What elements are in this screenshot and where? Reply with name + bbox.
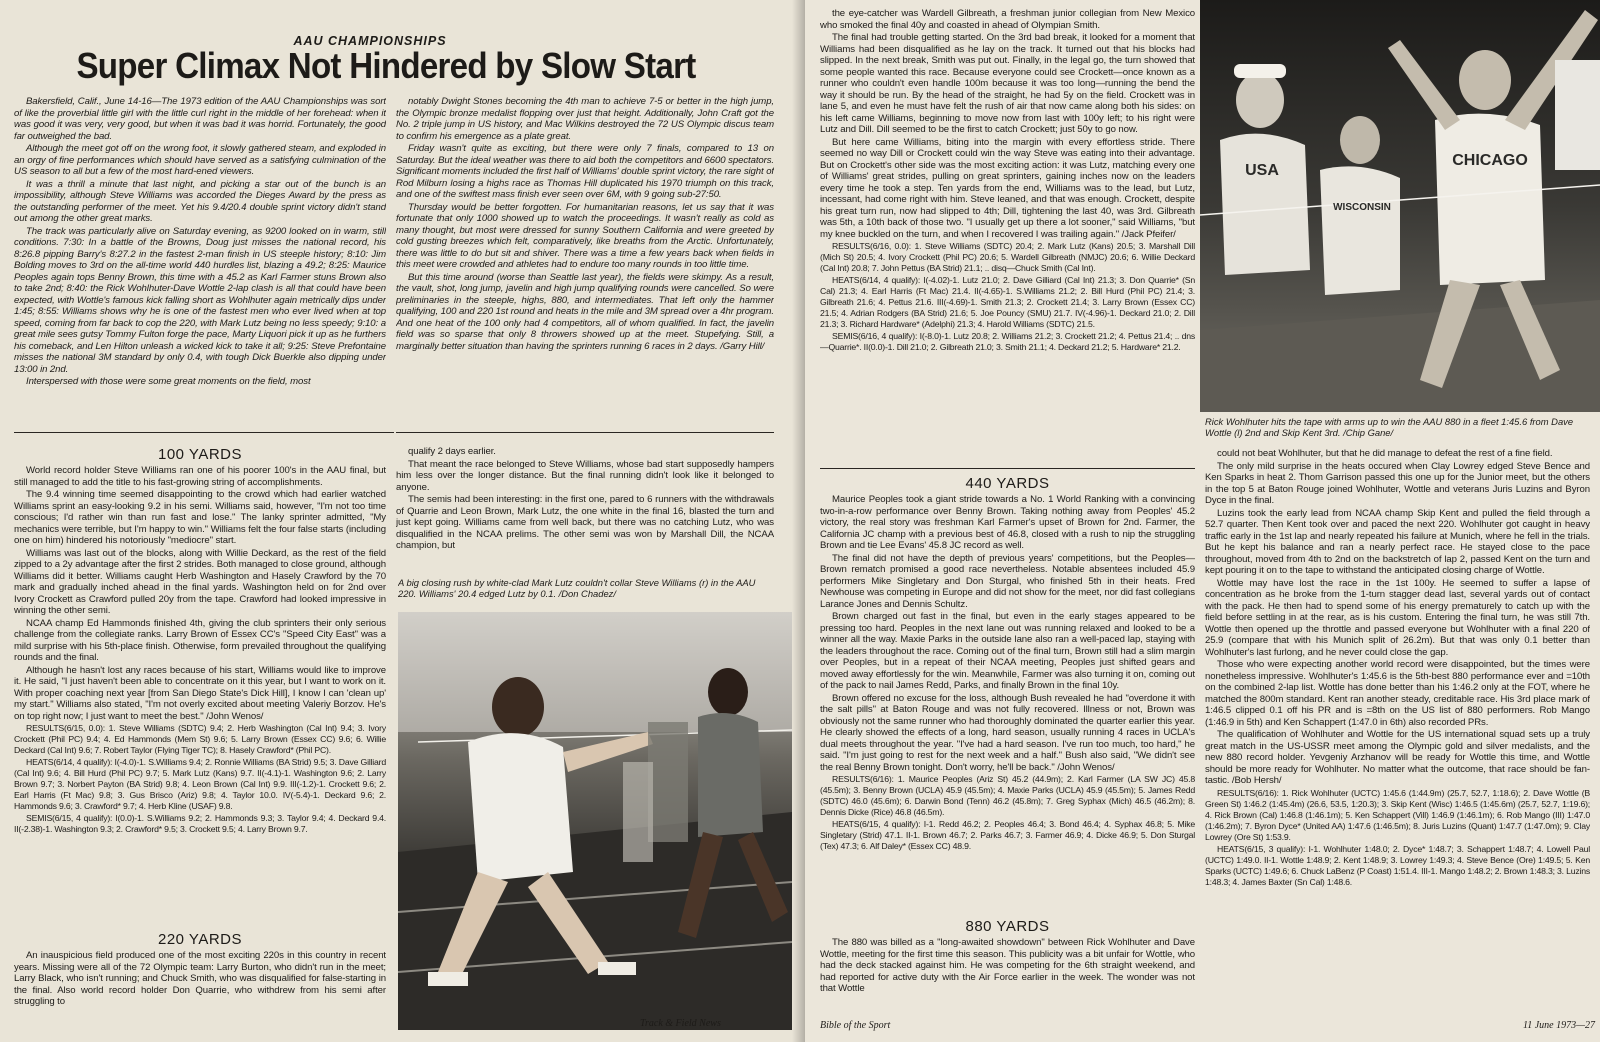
story-220-paragraph: But here came Williams, biting into the margin with every effortless stride. There seemed no way Dill or Crockett could win the way Steve was eating into their advantage. But on Crockett's other side was the most exciting action: it was Lutz, matching every one of Williams' great strides, pulling on great sprinters, gaining inches now on the leaders every time he took a step. Ten yards from the end, Williams was to the lead, but Lutz, incessant, had come right with him. Steve leaned, and that was enough. Crockett, despite his great turn run, now had slipped to 4th; Dill, tightening the last 40, was 3rd. Gilbreath was 5th, a 10th back of those two. "I usually get up there a lot sooner," said Williams, "but my knee buckled on the turn, and when I recovered I was trailing again." /Jack Pfeifer/ bbox=[820, 136, 1195, 240]
story-880-paragraph: could not beat Wohlhuter, but that he did manage to defeat the rest of a fine field. bbox=[1217, 448, 1553, 459]
column-220-yards-cont bbox=[396, 446, 774, 572]
story-220-paragraph: An inauspicious field produced one of the most exciting 220s in this country in recent years. Missing were all of the 72 Olympic team: Larry Burton, who didn't run in the meet; Larry Black, who isn't running; and Chuck Smith, who was disqualified for false-starting in the final. Also world record holder Don Quarrie, who withdrew from his semi after struggling to bbox=[14, 950, 386, 1007]
story-220-results: RESULTS(6/16, 0.0): 1. Steve Williams (SDTC) 20.4; 2. Mark Lutz (Kans) 20.5; 3. Marshall Dill (Mich St) 20.5; 4. Ivory Crockett (Phil PC) 20.6; 5. Wardell Gilbreath (NMJC) 20.6; 6. Willie Deckard (Cal Int) 20.8; 7. John Pettus (BA Strid) 21.1; .. disq—Chuck Smith (Cal Int). bbox=[820, 241, 1195, 273]
photo-220-finish bbox=[398, 612, 792, 1030]
intro-paragraph: Although the meet got off on the wrong foot, it slowly gathered steam, and exploded in an orgy of fine performances which should have served as a satisfying culmination of the US season to all but a few of the most hard-ened viewers. bbox=[14, 143, 386, 177]
story-440-results: HEATS(6/15, 4 qualify): I-1. Redd 46.2; 2. Peoples 46.4; 3. Bond 46.4; 4. Syphax 46.8; 5. Mike Singletary (Strid) 47.1. II-1. Brown 46.7; 2. Parks 46.7; 3. Farmer 46.9; 4. Dicke 46.9; 5. Don Sturgal (Tex) 47.3; 6. Alf Daley* (Essex CC) 48.9. bbox=[820, 819, 1195, 851]
intro-column-right bbox=[396, 96, 774, 426]
story-100-results: SEMIS(6/15, 4 qualify): I(0.0)-1. S.Williams 9.2; 2. Hammonds 9.3; 3. Taylor 9.4; 4. Deckard 9.4. II(-2.38)-1. Washington 9.3; 2. Crawford* 9.5; 3. Crockett 9.5; 4. Larry Brown 9.7. bbox=[14, 813, 386, 834]
story-220-paragraph: The semis had been interesting: in the first one, pared to 6 runners with the withdrawals of Quarrie and Leon Brown, Mark Lutz, the one white in the final 16, blasted the turn and just kept going. Williams came from well back, but there was no catching Lutz, who was disqualified in the NCAA prelims. The other semi was won by Marshall Dill, the NCAA champion, but bbox=[396, 494, 774, 551]
photo-880-finish bbox=[1200, 0, 1600, 412]
intro-paragraph: The track was particularly alive on Saturday evening, as 9200 looked on in warm, still conditions. 7:30: In a battle of the Browns, Doug just misses the national record, his 8:26.8 pipping Barry's 8:27.2 in the fastest 2-man finish in US steeple history; 8:10: Jim Bolding moves to 3rd on the all-time world 440 hurdles list, blazing a 49.2; 8:25: Maurice Peoples again tops Benny Brown, this time with a 45.2 as Karl Farmer stuns Brown also to take 2nd; 8:40: the Rick Wohlhuter-Dave Wottle 2-lap clash is all that could have been expected, with Wottle's famous kick falling short as Wohlhuter again metrically dips under 1:45; 8:55: Williams shows why he is one of the fastest men who ever lived when at top speed, coming from far back to cop the 220, with Mark Lutz being no less speedy; 9:10: a great mile sees gutsy Tommy Fulton forge the pace, Marty Liquori pick it up as he furthers his comeback, and Len Hilton unleash a wicked kick to take it all; 9:25: Steve Prefontaine misses the national 3M standard by only 0.4, with tough Dick Buerkle also dipping under 13:00 in 2nd. bbox=[14, 225, 386, 375]
story-440-paragraph: Maurice Peoples took a giant stride towards a No. 1 World Ranking with a convincing two-in-a-row performance over Benny Brown. Taking nothing away from Peoples' 45.2 victory, the real story was freshman Karl Farmer's upset of Brown for 2nd. Farmer, the California JC champ with a previous best of 46.8, closed with a rush to nip the struggling Brown and tie Lee Evans' 45.8 JC record as well. bbox=[820, 494, 1195, 551]
heading-220-yards: 220 YARDS bbox=[158, 931, 242, 948]
jersey-usa-text: USA bbox=[1245, 162, 1279, 179]
column-440-yards bbox=[820, 494, 1195, 914]
footer-tagline: Bible of the Sport bbox=[820, 1020, 891, 1031]
story-220-paragraph: qualify 2 days earlier. bbox=[408, 446, 496, 457]
story-220-paragraph: That meant the race belonged to Steve Williams, whose bad start supposedly hampers him less over the longer distance. But the final running didn't look like it belonged to anyone. bbox=[396, 458, 774, 493]
story-880-paragraph: The only mild surprise in the heats occured when Clay Lowrey edged Steve Bence and Ken Sparks in heat 2. Thom Garrison passed this one up for the Junior meet, but the others in the top 5 at Baton Rouge joined Wohlhuter, Wottle and veterans Juris Luzins and Byron Dyce in the final. bbox=[1205, 460, 1590, 506]
story-440-results: RESULTS(6/16): 1. Maurice Peoples (Ariz St) 45.2 (44.9m); 2. Karl Farmer (LA SW JC) 45.8 (45.5m); 3. Benny Brown (UCLA) 45.9 (45.5m); 4. Maxie Parks (UCLA) 45.9 (45.5m); 5. James Redd (SDTC) 46.0 (45.6m); 6. Darwin Bond (Tenn) 46.2 (45.8m); 7. Greg Syphax (Mich) 46.5 (46.2m); 8. Dennis Dicke (Rice) 46.8 (46.5m). bbox=[820, 774, 1195, 817]
story-220-paragraph: the eye-catcher was Wardell Gilbreath, a freshman junior collegian from New Mexico who smoked the final 40y and coasted in ahead of Olympian Smith. bbox=[820, 8, 1195, 31]
column-880-yards-cont bbox=[1205, 448, 1590, 1018]
kicker: AAU CHAMPIONSHIPS bbox=[293, 34, 447, 48]
story-440-paragraph: Brown offered no excuse for the loss, although Bush revealed he had "overdone it with the salt pills" at Baton Rouge and was not fully recovered. Illness or not, Brown was obviously not the same runner who had thoroughly dominated the quarter earlier this year. He clearly showed the effects of a long, hard season, usually running 4 races in UCLA's dual meets throughout the year. "I've had a hard season. I've run too much, too hard," he said. "I'm just going to rest for the next week and a half." Bush also said, "We didn't see the real Benny Brown tonight. Don't worry, he'll be back." /John Wenos/ bbox=[820, 692, 1195, 773]
story-100-paragraph: Williams was last out of the blocks, along with Willie Deckard, as the rest of the field zipped to a 2y advantage after the first 2 strides. Both managed to close ground, although Williams did it better. Williams caught Herb Washington and Hasely Crawford by the 70 mark and gradually inched ahead in the final yards. Washington held on for 2nd over Ivory Crockett as Crawford pulled 20y from the tape. Crawford had looked impressive in winning the other semi. bbox=[14, 547, 386, 616]
column-220-yards-final bbox=[820, 8, 1195, 466]
intro-paragraph: Thursday would be better forgotten. For humanitarian reasons, let us say that it was fortunate that only 1000 showed up to watch the proceedings. It wasn't really as cold as many thought, but most were dressed for sunny Southern California and were greeted by cold gusting breezes which felt, comparatively, like breaths from the Arctic. Unfortunately, there was little to do but sit and shiver. There was a time a few years back when fields in this meet were crowded and athletes had to endure too many rounds in too little time. bbox=[396, 201, 774, 270]
intro-paragraph: notably Dwight Stones becoming the 4th man to achieve 7-5 or better in the high jump, the Olympic bronze medalist flopping over just that height. Additionally, John Craft got the No. 2 triple jump in US history, and Mac Wilkins destroyed the 72 US Olympic discus team to confirm his emergence as a plate great. bbox=[396, 96, 774, 142]
section-rule bbox=[14, 432, 394, 433]
story-880-paragraph: The qualification of Wohlhuter and Wottle for the US international squad sets up a truly great match in the US-USSR meet among the Olympic gold and silver medalists, and the new 880 record holder. Yevgeniy Arzhanov will be ready for Wottle this time, and Wottle should be more ready for Wohlhuter. No matter what the outcome, that race should be fan-tastic. /Bob Hersh/ bbox=[1205, 729, 1590, 786]
footer-magazine-name: Track & Field News bbox=[640, 1018, 721, 1029]
jersey-chicago-text: CHICAGO bbox=[1452, 152, 1528, 169]
intro-paragraph: Interspersed with those were some great moments on the field, most bbox=[26, 376, 311, 387]
intro-paragraph: Friday wasn't quite as exciting, but there were only 7 finals, compared to 13 on Saturday. But the ideal weather was there to aid both the competitors and 6600 spectators. Significant moments included the first half of Williams' double sprint victory, the rare sight of Rod Milburn losing a highs race as Thomas Hill duplicated his 1970 triumph on this track, and one of the swiftest mass finish ever seen over 6M, with 9 going sub-27:50. bbox=[396, 143, 774, 200]
story-440-paragraph: Brown charged out fast in the final, but even in the early stages appeared to be pressing too hard. Peoples in the next lane out was running relaxed and looked to be a winner all the way. Maxie Parks in the outside lane also ran a well-paced lap, staying with the leaders throughout the race. Coming out of the final turn, Brown still had a slim margin over Peoples, but in a repeat of their NCAA meeting, Peoples just shifted gears and moved away effortlessly for the win. Meanwhile, Farmer was also turning it on, coming out of the pack to nail James Redd, Parks, and finally Brown in the final 10y. bbox=[820, 611, 1195, 691]
half-mile-finish-photo bbox=[1200, 0, 1600, 412]
section-rule bbox=[396, 432, 774, 433]
intro-paragraph: It was a thrill a minute that last night, and picking a star out of the bunch is an impossibility, although Steve Williams was accorded the Dieges Award by the press as the outstanding performer of the meet. Yet his 9.4/20.4 double sprint victory didn't stand out among the other great marks. bbox=[14, 178, 386, 224]
story-220-results: HEATS(6/14, 4 qualify): I(-4.02)-1. Lutz 21.0; 2. Dave Gilliard (Cal Int) 21.3; 3. Don Quarrie* (Sn Cal) 21.3; 4. Earl Harris (Ft Mac) 21.4. II(-4.65)-1. S.Williams 21.2; 2. Bill Hurd (Phil PC) 21.4; 3. Gilbreath 21.6; 4. Pettus 21.6. III(-4.69)-1. Smith 21.3; 2. Crockett 21.4; 3. Larry Brown (Essex CC) 21.5; 4. Adrian Rodgers (BA Strid) 21.6; 5. Joe Pouncy (SMU) 21.7. IV(-4.96)-1. Deckard 21.0; 2. Dill 21.3; 3. Richard Hardware* (Adelphi) 21.3; 4. Harold Williams (SDTC) 21.5. bbox=[820, 275, 1195, 329]
section-rule bbox=[820, 468, 1195, 469]
intro-paragraph: But this time around (worse than Seattle last year), the fields were skimpy. As a result, the vault, shot, long jump, javelin and high jump qualifying rounds were cancelled. So were preliminaries in the steeple, highs, 880, and intermediates. That left only the hammer qualifying, 100 and 220 1st round and heats in the mile and 3M spread over a 4hr program. And one heat of the 100 only had 4 competitors, all of whom qualified. In fact, the javelin field was so sparse that only 8 throwers showed up at the meet. Stupefying. Still, a marginally better situation than having the sprinters running 6 races in 2 days. /Garry Hill/ bbox=[396, 271, 774, 352]
sprint-finish-photo bbox=[398, 612, 792, 1030]
heading-880-yards: 880 YARDS bbox=[965, 918, 1050, 935]
column-880-yards-start bbox=[820, 937, 1195, 1017]
story-220-paragraph: The final had trouble getting started. On the 3rd bad break, it looked for a moment that Williams had been disqualified as he lay on the track. It turned out that his blocks had slipped. In the next break, Smith was put out. Finally, in the legal go, the turn showed that some people wanted this race. Because everyone could see Crockett—once known as a runner who couldn't even handle 100m because it was too long—running the bend the way it should be run. By the head of the straight, he had 5y on the field. Crockett was in lane 5, and even he must have felt the rush of air that now came along both his sides: on his left came Williams, beginning to move now from last with 100y left; to his right were Lutz and Dill. Dill seemed to be the first to catch Crockett; just 50y to go now. bbox=[820, 32, 1195, 135]
column-220-yards-start bbox=[14, 950, 386, 1020]
page-title: Super Climax Not Hindered by Slow Start bbox=[76, 45, 696, 86]
story-880-paragraph: The 880 was billed as a "long-awaited showdown" between Rick Wohlhuter and Dave Wottle, meeting for the first time this season. This publicity was a bit unfair for Wottle, who had the deck stacked against him. He was competing for the 6th straight weekend, and had reported for active duty with the Air Force earlier in the week. The wonder was not that Wottle bbox=[820, 937, 1195, 994]
story-880-results: HEATS(6/15, 3 qualify): I-1. Wohlhuter 1:48.0; 2. Dyce* 1:48.7; 3. Schappert 1:48.7; 4. Lowell Paul (UCTC) 1:49.0. II-1. Wottle 1:48.9; 2. Kent 1:48.9; 3. Lowrey 1:49.3; 4. Steve Bence (Ore) 1:49.5; 5. Ken Sparks (UCTC) 1:49.6; 6. Chuck LaBenz (P Coast) 1:51.4. III-1. Mango 1:48.2; 2. Brown 1:48.3; 3. Luzins 1:48.3; 4. James Baxter (Sn Cal) 1:48.6. bbox=[1205, 843, 1590, 887]
story-880-paragraph: Luzins took the early lead from NCAA champ Skip Kent and pulled the field through a 52.7 quarter. Then Kent took over and paced the next 220. Wohlhuter got caught in heavy traffic early in the 1st lap and nearly repeated his failure at Munich, where he fell in the trials. But he kept his balance and ran a nearly perfect race. He stayed close to the pace throughout, moved from 4th to 2nd on the backstretch of lap 2, passed Kent on the turn and kept pouring it on to the tape to withstand the anticipated closing charge of Wottle. bbox=[1205, 507, 1590, 576]
story-100-paragraph: World record holder Steve Williams ran one of his poorer 100's in the AAU final, but still managed to add the title to his fast-growing string of accomplishments. bbox=[14, 465, 386, 488]
right-page bbox=[805, 0, 1600, 1042]
story-880-results: RESULTS(6/16): 1. Rick Wohlhuter (UCTC) 1:45.6 (1:44.9m) (25.7, 52.7, 1:18.6); 2. Dave Wottle (B Green St) 1:46.2 (1:45.4m) (26.6, 53.5, 1:20.3); 3. Skip Kent (Wisc) 1:46.5 (1:45.6m) (25.7, 52.7, 1:19.6); 4. Rick Brown (Cal) 1:46.8 (1:46.1m); 5. Ken Schappert (Vill) 1:46.9 (1:46.1m); 6. Rob Mango (III) 1:47.0 (1:46.2m); 7. Byron Dyce* (United AA) 1:47.6 (1:46.5m); 8. Juris Luzins (Quant) 1:47.7 (1:47.0m); 9. Clay Lowrey (Ore St) 1:53.9. bbox=[1205, 787, 1590, 842]
photo-caption-880: Rick Wohlhuter hits the tape with arms up to win the AAU 880 in a fleet 1:45.6 from Dave Wottle (l) 2nd and Skip Kent 3rd. /Chip Gane/ bbox=[1205, 416, 1574, 438]
story-100-results: HEATS(6/14, 4 qualify): I(-4.0)-1. S.Williams 9.4; 2. Ronnie Williams (BA Strid) 9.5; 3. Dave Gilliard (Cal Int) 9.6; 4. Bill Hurd (Phil PC) 9.7; 5. Mark Lutz (Kans) 9.7. II(-4.1)-1. Washington 9.6; 2. Larry Brown 9.7; 3. Norbert Payton (BA Strid) 9.8; 4. Leon Brown (Cal Int) 9.9. III(-1.2)-1. Crockett 9.6; 2. Earl Harris (Ft Mac) 9.8; 3. Gus Brisco (Ariz) 9.8; 4. Taylor 10.0. IV(-5.4)-1. Deckard 9.6; 2. Hammonds 9.6; 3. Crawford* 9.7; 4. Herb Kline (USAF) 9.8. bbox=[14, 757, 386, 811]
intro-paragraph: Bakersfield, Calif., June 14-16—The 1973 edition of the AAU Championships was sort of like the proverbial little girl with the little curl right in the middle of her forehead: when it was good it was very, very good, but when it was bad it was horrid. Fortunately, the good far outweighed the bad. bbox=[14, 96, 386, 142]
story-440-paragraph: The final did not have the depth of previous years' competitions, but the Peoples—Brown rematch promised a good race nevertheless. Notable absentees included 45.9 performers Mike Singletary and Don Sturgal, who finished 5th in their heats. Fred Newhouse was competing in Europe and did not show for the meet, nor did fast collegians Larance Jones and Dennis Schultz. bbox=[820, 552, 1195, 610]
heading-440-yards: 440 YARDS bbox=[965, 475, 1050, 492]
story-100-paragraph: The 9.4 winning time seemed disappointing to the crowd which had earlier watched Williams sprint an easy-looking 9.2 in his semi. Williams said, however, "I'm not too time conscious; I'd rather win than run fast and lose." The lanky sprinter admitted, "My mechanics were terrible, but I'm happy to win." Williams felt the four false starts (including one on him) hindered his notoriously "mediocre" start. bbox=[14, 489, 386, 546]
column-100-yards bbox=[14, 465, 386, 921]
heading-100-yards: 100 YARDS bbox=[158, 446, 242, 463]
story-100-results: RESULTS(6/15, 0.0): 1. Steve Williams (SDTC) 9.4; 2. Herb Washington (Cal Int) 9.4; 3. Ivory Crockett (Phil PC) 9.4; 4. Ed Hammonds (Mem St) 9.6; 5. Larry Brown (Essex CC) 9.6; 6. Willie Deckard (Cal Int) 9.6; 7. Robert Taylor (Flying Tiger TC); 8. Hasely Crawford* (Phil PC). bbox=[14, 723, 386, 755]
jersey-wisconsin-text: WISCONSIN bbox=[1333, 202, 1391, 213]
story-220-results: SEMIS(6/16, 4 qualify): I(-8.0)-1. Lutz 20.8; 2. Williams 21.2; 3. Crockett 21.2; 4. Pettus 21.4; .. dns—Quarrie*. II(0.0)-1. Dill 21.0; 2. Gilbreath 21.0; 3. Smith 21.1; 4. Deckard 21.2; 5. Hardware* 21.2. bbox=[820, 331, 1195, 352]
story-100-paragraph: Although he hasn't lost any races because of his start, Williams would like to improve it. He said, "I just haven't been able to concentrate on it this year, but I want to work on it. With proper coaching next year [from San Diego State's Dick Hill], I know I can 'clean up' my start." Williams also stated, "I'm not overly excited about meeting Valeriy Borzov. He's on top right now; I just want to meet the best." /John Wenos/ bbox=[14, 664, 386, 722]
photo-caption-220: A big closing rush by white-clad Mark Lutz couldn't collar Steve Williams (r) in the AAU 220. Williams' 20.4 edged Lutz by 0.1. /Don Chadez/ bbox=[398, 577, 756, 599]
story-880-paragraph: Wottle may have lost the race in the 1st 100y. He seemed to suffer a lapse of concentration as he broke from the 1-turn stagger dead last, several yards out of contact with the pack. He then had to spend some of his energy prematurely to catch up with the field before settling in at the rear, as is his custom. Entering the final turn, he was still 7th. Wottle then opened up the throttle and passed everyone but Wohlhuter with a final 220 of 25.9 (compare that with his Munich split of 26.2m). But that was only 0.1 better than Wohlhuter's last furlong, and he never could close the gap. bbox=[1205, 577, 1590, 658]
intro-column-left bbox=[14, 96, 386, 426]
page-number-date: 11 June 1973—27 bbox=[1522, 1020, 1595, 1031]
story-100-paragraph: NCAA champ Ed Hammonds finished 4th, giving the club sprinters their only serious challenge from the collegiate ranks. Larry Brown of Essex CC's "Speed City East" was a mild surprise with his 5th-place finish. Otherwise, form prevailed throughout the qualifying rounds and the final. bbox=[14, 617, 386, 663]
story-880-paragraph: Those who were expecting another world record were disappointed, but the times were nonetheless impressive. Wohlhuter's 1:45.6 is the 5th-best 880 performance ever and =10th on the combined 2-lap list. Wottle has done better than his 1:46.2 only at the FOT, where he matched the 800m standard. Kent ran another steady, creditable race. His 3rd place mark of 1:46.5 clipped 0.1 off his PR and is =8th on the US list of 880 performers. Rob Mango (1:46.9 in 5th) and Ken Schappert (1:47.0 in 6th) also recorded PRs. bbox=[1205, 659, 1590, 728]
